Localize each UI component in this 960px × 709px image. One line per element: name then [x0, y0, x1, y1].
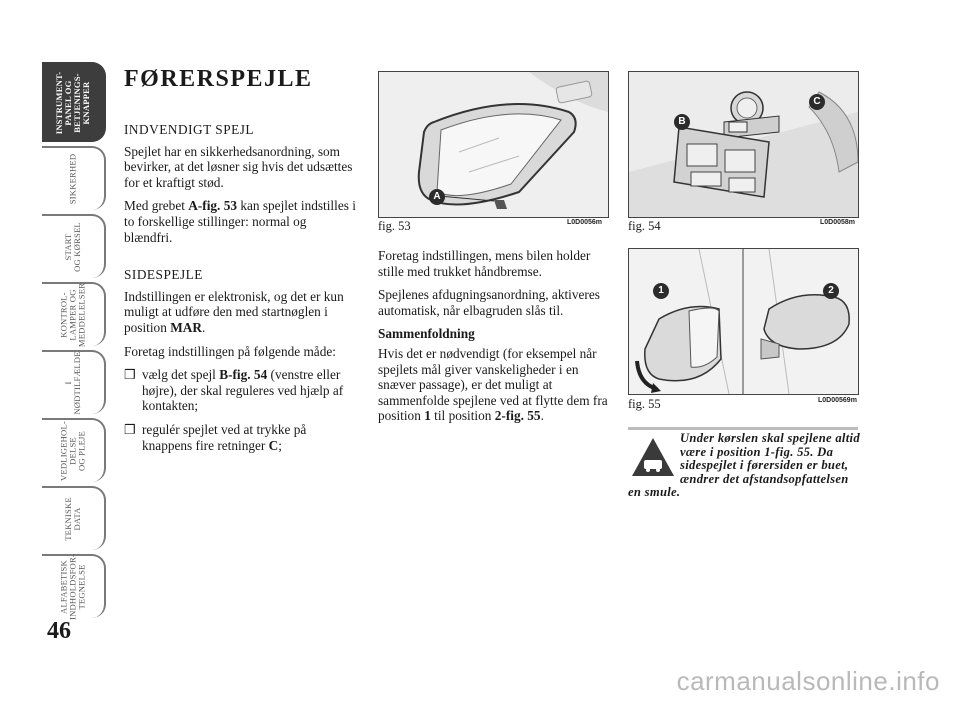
door-switch-illustration	[629, 72, 858, 217]
tab-label: INSTRUMENT- PANEL OG BETJENINGS- KNAPPER	[54, 71, 91, 135]
tab-indholdsfortegnelse[interactable]	[42, 554, 106, 618]
tab-label: KONTROL- LAMPER OG MEDDELELSER	[58, 282, 87, 348]
tab-label: SIKKERHED	[67, 153, 78, 205]
figure-caption: fig. 54	[628, 219, 661, 233]
marker-a: A	[429, 189, 445, 205]
marker-2: 2	[823, 283, 839, 299]
paragraph: Foretag indstillingen på følgende måde:	[124, 343, 336, 359]
tab-vedligeholdelse[interactable]	[42, 418, 106, 482]
position-reference: MAR	[170, 319, 202, 335]
page-title: FØRERSPEJLE	[124, 66, 313, 92]
rearview-mirror-illustration	[379, 72, 608, 217]
tab-kontrollamper[interactable]	[42, 282, 106, 346]
chapter-tabs	[42, 62, 106, 622]
checkbox-bullet-icon: ❒	[124, 367, 136, 383]
paragraph: Indstillingen er elektronisk, og det er kun muligt at udføre den med startnøglen i position MAR.	[124, 288, 344, 335]
marker-c: C	[809, 94, 825, 110]
paragraph: Hvis det er nødvendigt (for eksempel når spejlets mål giver vanskeligheder i en snæver passage), er det muligt at sammenfolde spejlene ved at flytte dem fra position 1 til position 2-fig. 55.	[378, 345, 608, 424]
tab-sikkerhed[interactable]	[42, 146, 106, 210]
tab-label: START OG KØRSEL	[63, 222, 82, 272]
figure-reference: B-fig. 54	[219, 367, 268, 383]
section-heading: INDVENDIGT SPEJL	[124, 122, 255, 137]
marker-1: 1	[653, 283, 669, 299]
tab-instrumentpanel[interactable]	[42, 62, 106, 142]
tab-label: I NØDTILFÆLDE	[63, 351, 82, 415]
folding-mirror-illustration	[629, 249, 858, 394]
marker-b: B	[674, 114, 690, 130]
list-item: ❒ vælg det spejl B-fig. 54 (venstre eller højre), der skal reguleres ved hjælp af kontakten;	[124, 367, 344, 414]
figure-55-mirror-folding	[628, 248, 859, 395]
figure-reference: C	[268, 437, 279, 453]
tab-label: VEDLIGEHOL- DELSE OG PLEJE	[58, 421, 87, 481]
text-column-2	[378, 248, 608, 432]
watermark: carmanualsonline.info	[676, 666, 940, 696]
figure-54-mirror-switch	[628, 71, 859, 218]
section-heading: SIDESPEJLE	[124, 267, 203, 283]
checkbox-bullet-icon: ❒	[124, 421, 136, 437]
tab-nodtilfaelde[interactable]	[42, 350, 106, 414]
paragraph: Med grebet A-fig. 53 kan spejlet indstilles i to forskellige stillinger: normal og blændfri.	[124, 198, 356, 245]
tab-label: ALFABETISK INDHOLDSFOR- TEGNELSE	[58, 554, 87, 620]
figure-caption: fig. 55	[628, 397, 661, 411]
figure-53-rearview-mirror	[378, 71, 609, 218]
figure-caption: fig. 53	[378, 219, 411, 233]
page-number: 46	[47, 618, 71, 644]
tab-tekniske-data[interactable]	[42, 486, 106, 550]
text-column-1	[124, 122, 358, 461]
tab-start-og-korsel[interactable]	[42, 214, 106, 278]
list-item: ❒ regulér spejlet ved at trykke på knappens fire retninger C;	[124, 421, 307, 453]
warning-divider	[628, 427, 858, 430]
paragraph: Foretag indstillingen, mens bilen holder stille med trukket håndbremse.	[378, 248, 591, 279]
figure-code: L0D0058m	[820, 219, 856, 226]
tab-label: TEKNISKE DATA	[63, 497, 82, 541]
figure-code: L0D0056m	[567, 219, 603, 226]
paragraph: Spejlenes afdugningsanordning, aktiveres automatisk, når elbagruden slås til.	[378, 287, 600, 318]
paragraph: Spejlet har en sikkerhedsanordning, som bevirker, at det løsner sig hvis det udsættes for et kraftigt stød.	[124, 143, 353, 190]
section-heading: Sammenfoldning	[378, 326, 475, 342]
warning-note: Under kørslen skal spejlene altid være i position 1-fig. 55. Da sidespejlet i førersiden er buet, ændrer det afstandsopfattelsen en smule.	[628, 431, 860, 500]
figure-reference: A-fig. 53	[188, 198, 237, 214]
figure-code: L0D00569m	[818, 397, 857, 404]
